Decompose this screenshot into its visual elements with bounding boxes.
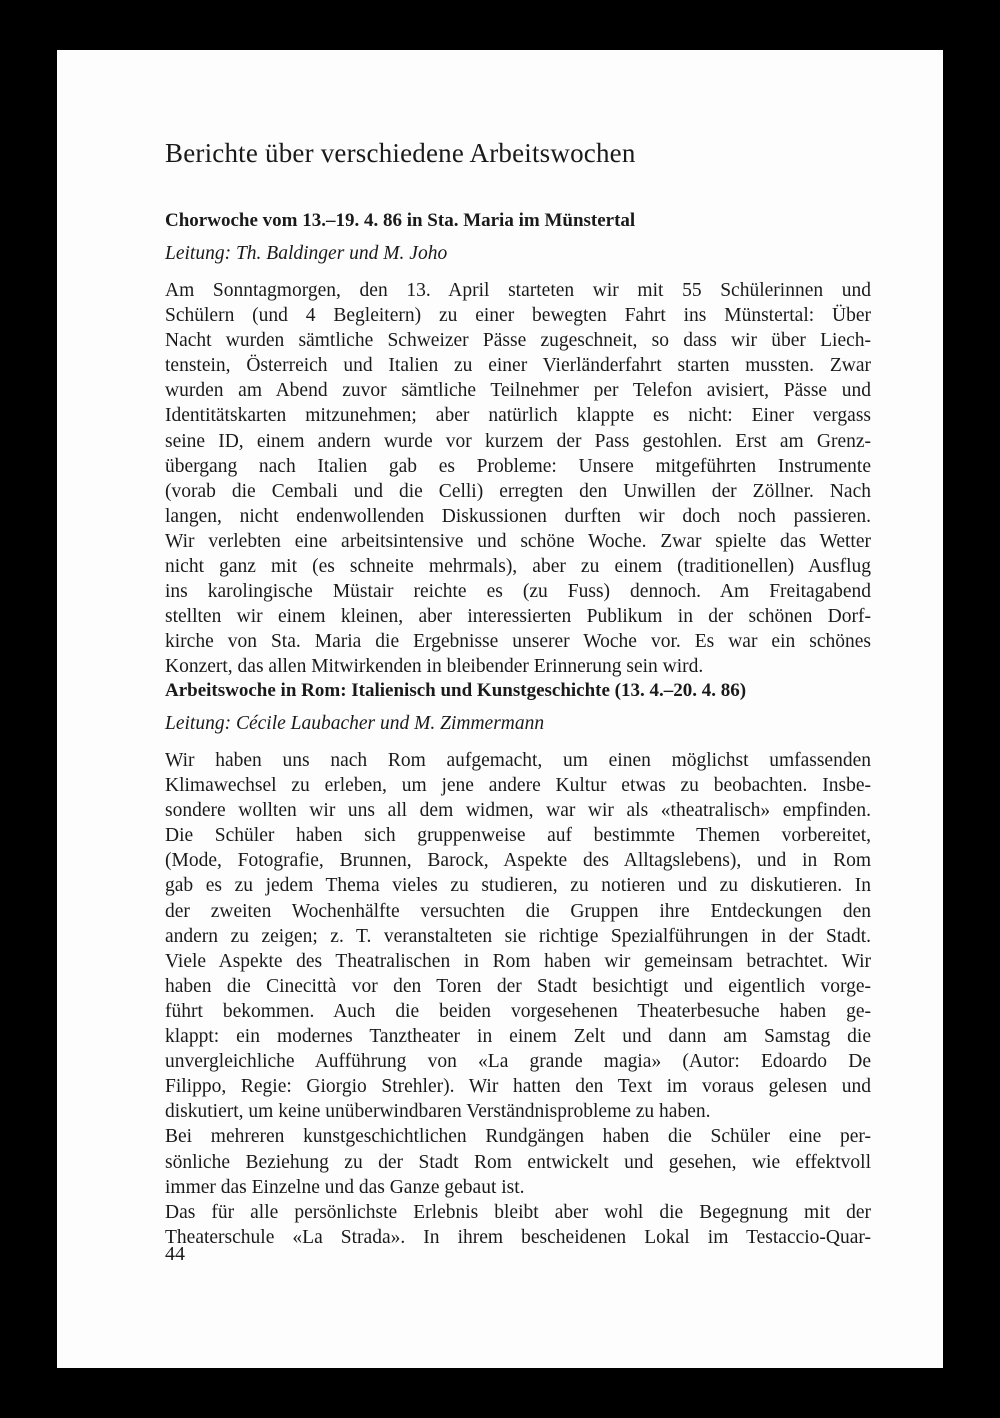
text-line: Wir verlebten eine arbeitsintensive und schöne Woche. Zwar spielte das Wetter [165,530,871,552]
text-line: Wir haben uns nach Rom aufgemacht, um einen möglichst umfassenden [165,750,871,771]
text-line: sondere wollten wir uns all dem widmen, war wir als «theatralisch» empfinden. [165,800,871,822]
text-line: nicht ganz mit (es schneite mehrmals), aber zu einem (traditionellen) Ausflug [165,556,871,578]
section-1-body [165,278,871,680]
section-2-body [165,748,871,1250]
text-line: Schülern (und 4 Begleitern) zu einer bewegten Fahrt ins Münstertal: Über [165,305,871,327]
text-line: Nacht wurden sämtliche Schweizer Pässe zugeschneit, so dass wir über Liech- [165,330,871,352]
text-line: langen, nicht endenwollenden Diskussionen durften wir doch noch passieren. [165,505,871,527]
text-line: diskutiert, um keine unüberwindbaren Verständnisprobleme zu haben. [165,1101,711,1123]
text-line: immer das Einzelne und das Ganze gebaut ist. [165,1176,525,1198]
text-line: Konzert, das allen Mitwirkenden in bleibender Erinnerung sein wird. [165,656,704,678]
text-line: (Mode, Fotografie, Brunnen, Barock, Aspekte des Alltagslebens), und in Rom [165,850,871,872]
text-line: klappt: ein modernes Tanztheater in einem Zelt und dann am Samstag die [165,1026,871,1048]
section-2-leitung: Leitung: Cécile Laubacher und M. Zimmermann [165,713,545,734]
text-line: Die Schüler haben sich gruppenweise auf bestimmte Themen vorbereitet, [165,825,871,847]
text-line: unvergleichliche Aufführung von «La grande magia» (Autor: Edoardo De [165,1051,871,1073]
section-2-heading: Arbeitswoche in Rom: Italienisch und Kunstgeschichte (13. 4.–20. 4. 86) [165,680,747,701]
text-line: Am Sonntagmorgen, den 13. April starteten wir mit 55 Schülerinnen und [165,280,871,301]
text-line: der zweiten Wochenhälfte versuchten die Gruppen ihre Entdeckungen den [165,900,871,922]
text-line: Filippo, Regie: Giorgio Strehler). Wir hatten den Text im voraus gelesen und [165,1076,871,1098]
page-title: Berichte über verschiedene Arbeitswochen [165,138,636,168]
text-line: haben die Cinecittà vor den Toren der Stadt besichtigt und eigentlich vorge- [165,975,871,997]
text-line: übergang nach Italien gab es Probleme: Unsere mitgeführten Instrumente [165,455,871,477]
text-line: kirche von Sta. Maria die Ergebnisse unserer Woche vor. Es war ein schönes [165,631,871,653]
text-line: Klimawechsel zu erleben, um jene andere Kultur etwas zu beobachten. Insbe- [165,775,871,797]
text-line: wurden am Abend zuvor sämtliche Teilnehmer per Telefon avisiert, Pässe und [165,380,871,402]
text-line: (vorab die Cembali und die Celli) erregten den Unwillen der Zöllner. Nach [165,480,871,502]
text-line: führt bekommen. Auch die beiden vorgesehenen Theaterbesuche haben ge- [165,1000,871,1022]
text-line: Bei mehreren kunstgeschichtlichen Rundgängen haben die Schüler eine per- [165,1126,871,1148]
document-page [57,50,943,1368]
text-line: gab es zu jedem Thema vieles zu studieren, zu notieren und zu diskutieren. In [165,875,871,897]
text-line: ins karolingische Müstair reichte es (zu Fuss) dennoch. Am Freitagabend [165,581,871,603]
text-line: sönliche Beziehung zu der Stadt Rom entwickelt und gesehen, wie effektvoll [165,1151,871,1173]
page-number: 44 [165,1243,185,1265]
text-line: Das für alle persönlichste Erlebnis bleibt aber wohl die Begegnung mit der [165,1201,871,1223]
text-line: stellten wir einem kleinen, aber interessierten Publikum in der schönen Dorf- [165,606,871,628]
text-line: tenstein, Österreich und Italien zu einer Vierländerfahrt starten mussten. Zwar [165,355,871,377]
text-line: Viele Aspekte des Theatralischen in Rom haben wir gemeinsam betrachtet. Wir [165,950,871,972]
text-line: Theaterschule «La Strada». In ihrem bescheidenen Lokal im Testaccio-Quar- [165,1226,871,1248]
section-1-heading: Chorwoche vom 13.–19. 4. 86 in Sta. Maria im Münstertal [165,210,636,231]
text-line: seine ID, einem andern wurde vor kurzem der Pass gestohlen. Erst am Grenz- [165,430,871,452]
section-1-leitung: Leitung: Th. Baldinger und M. Joho [165,243,448,264]
text-line: andern zu zeigen; z. T. veranstalteten sie richtige Spezialführungen in der Stadt. [165,925,871,947]
text-line: Identitätskarten mitzunehmen; aber natürlich klappte es nicht: Einer vergass [165,405,871,427]
